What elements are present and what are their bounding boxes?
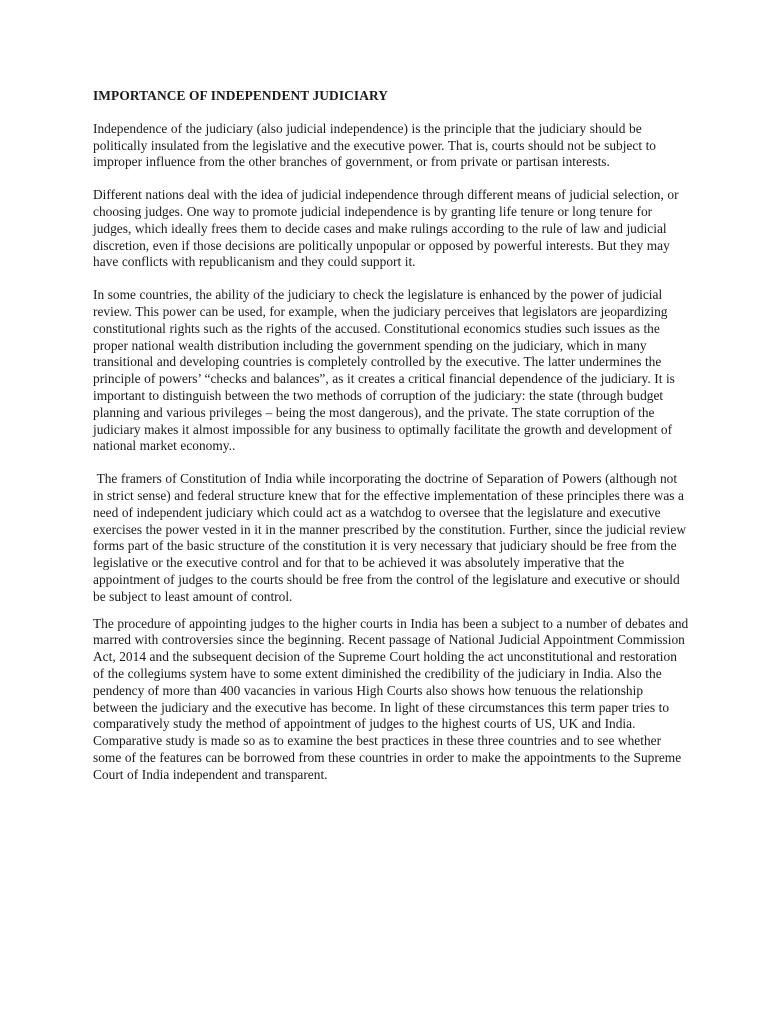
- paragraph-definition: Independence of the judiciary (also judicial independence) is the principle that the judiciary should be politically insulated from the legislative and the executive power. That is, courts should not be subject to improper influence from the other branches of government, or from private or partisan interests.: [93, 120, 656, 170]
- paragraph-judicial-selection: Different nations deal with the idea of judicial independence through different means of judicial selection, or choosing judges. One way to promote judicial independence is by granting life tenure or long tenure for judges, which ideally frees them to decide cases and make rulings according to the rule of law and judicial discretion, even if those decisions are politically unpopular or opposed by powerful interests. But they may have conflicts with republicanism and they could support it.: [93, 187, 679, 270]
- paragraph-judicial-review: In some countries, the ability of the judiciary to check the legislature is enhanced by the power of judicial review. This power can be used, for example, when the judiciary perceives that legislators are jeopardizing constitutional rights such as the rights of the accused. Constitutional economics studies such issues as the proper national wealth distribution including the government spending on the judiciary, which in many transitional and developing countries is completely controlled by the executive. The latter undermines the principle of powers’ “checks and balances”, as it creates a critical financial dependence of the judiciary. It is important to distinguish between the two methods of corruption of the judiciary: the state (through budget planning and various privileges – being the most dangerous), and the private. The state corruption of the judiciary makes it almost impossible for any business to optimally facilitate the growth and development of national market economy..: [93, 287, 675, 454]
- paragraph-constitution-india: The framers of Constitution of India while incorporating the doctrine of Separation of Powers (although not in strict sense) and federal structure knew that for the effective implementation of these principles there was a need of independent judiciary which could act as a watchdog to oversee that the legislature and executive exercises the power vested in it in the manner prescribed by the constitution. Further, since the judicial review forms part of the basic structure of the constitution it is very necessary that judiciary should be free from the legislative or the executive control and for that to be achieved it was absolutely imperative that the appointment of judges to the courts should be free from the control of the legislature and executive or should be subject to least amount of control.: [93, 471, 690, 604]
- document-title: IMPORTANCE OF INDEPENDENT JUDICIARY: [93, 88, 389, 103]
- document-body: [93, 88, 689, 799]
- paragraph-appointment-procedure: The procedure of appointing judges to the higher courts in India has been a subject to a number of debates and marred with controversies since the beginning. Recent passage of National Judicial Appointment Commission Act, 2014 and the subsequent decision of the Supreme Court holding the act unconstitutional and restoration of the collegiums system have to some extent diminished the credibility of the judiciary in India. Also the pendency of more than 400 vacancies in various High Courts also shows how tenuous the relationship between the judiciary and the executive has become. In light of these circumstances this term paper tries to comparatively study the method of appointment of judges to the highest courts of US, UK and India. Comparative study is made so as to examine the best practices in these three countries and to see whether some of the features can be borrowed from these countries in order to make the appointments to the Supreme Court of India independent and transparent.: [93, 615, 689, 782]
